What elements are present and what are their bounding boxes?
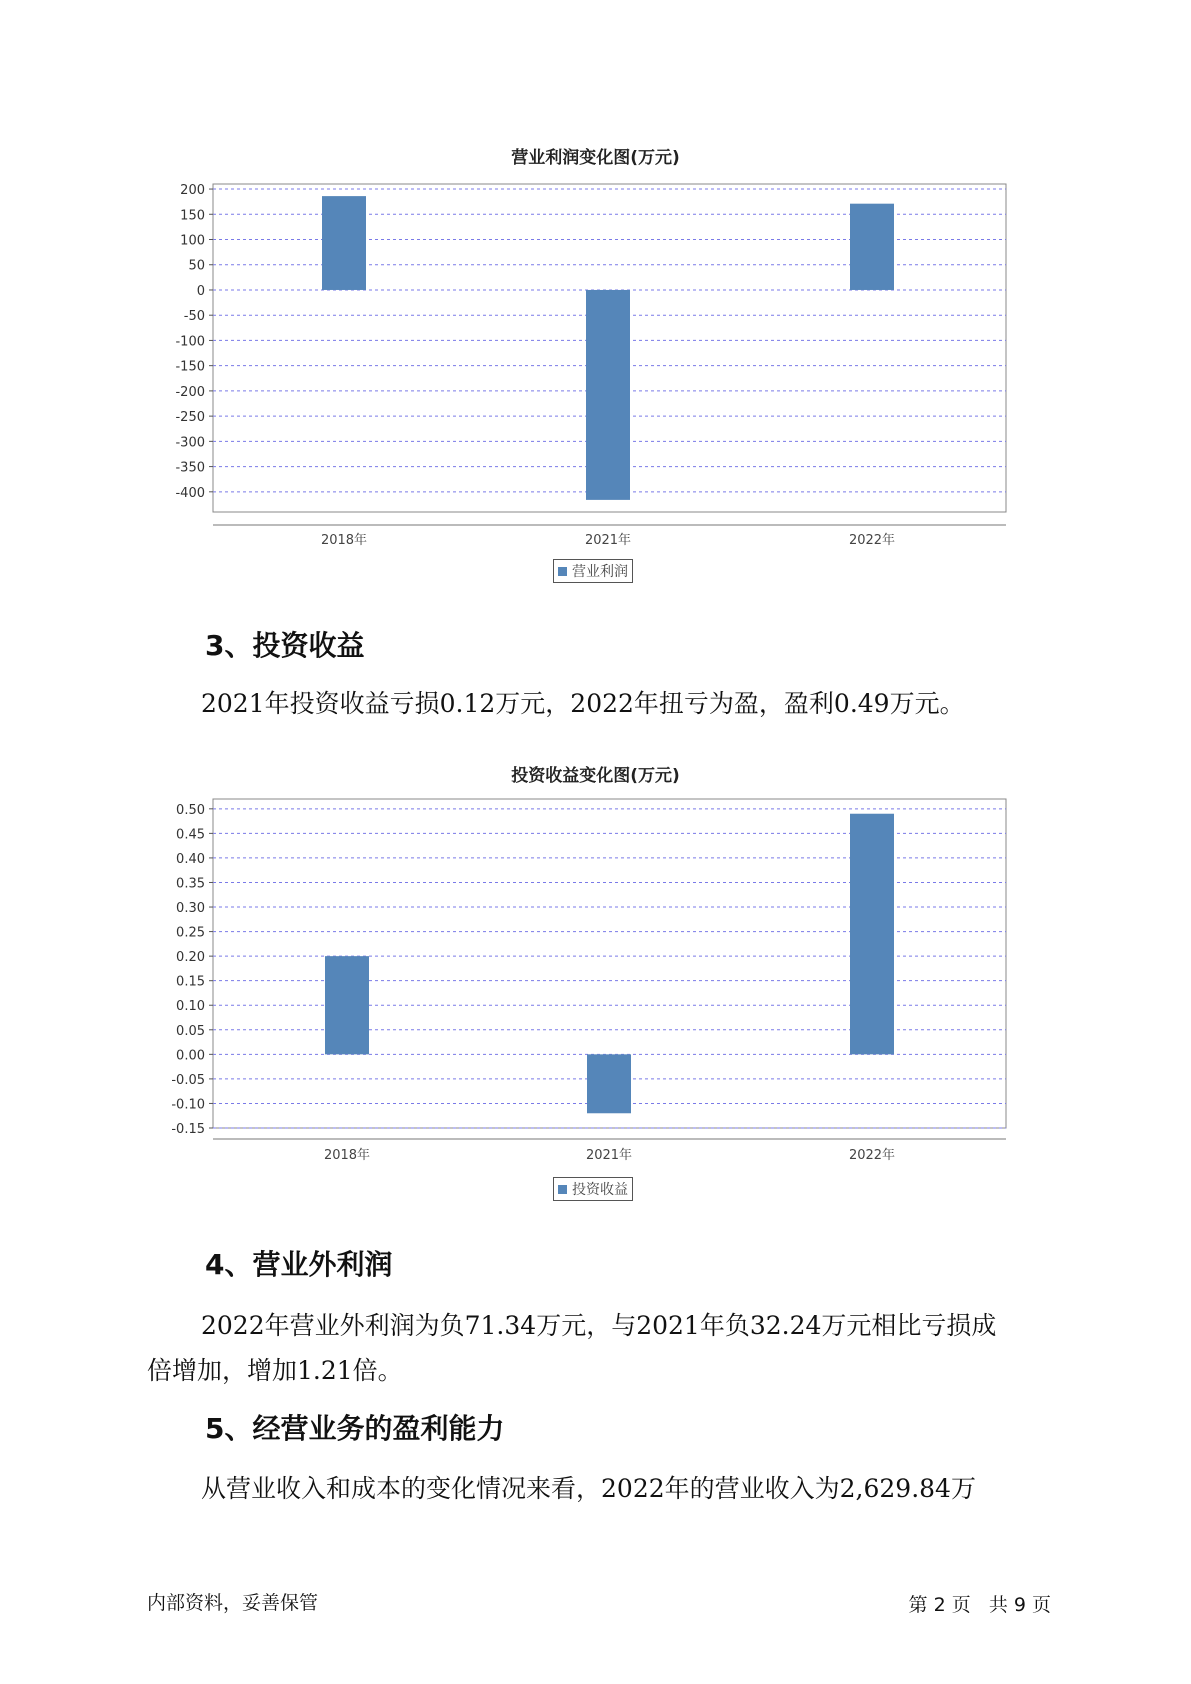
y-tick-label: 0.35 bbox=[176, 876, 205, 892]
paragraph-profitability-line1: 从营业收入和成本的变化情况来看，2022年的营业收入为2,629.84万 bbox=[201, 1474, 976, 1503]
y-tick-label: -400 bbox=[175, 485, 205, 501]
y-tick-label: 0.25 bbox=[176, 925, 205, 941]
paragraph-non-operating-line2: 倍增加，增加1.21倍。 bbox=[147, 1356, 403, 1385]
x-tick-label: 2021年 bbox=[585, 1148, 633, 1163]
y-tick-label: -50 bbox=[183, 309, 205, 325]
y-tick-label: -0.10 bbox=[171, 1097, 205, 1113]
legend-label: 投资收益 bbox=[572, 1182, 628, 1198]
y-tick-label: 150 bbox=[180, 208, 205, 224]
y-tick-label: 0.10 bbox=[176, 999, 205, 1015]
y-tick-label: 0.45 bbox=[176, 827, 205, 843]
y-tick-label: 200 bbox=[180, 183, 205, 199]
chart-legend-investment-income bbox=[553, 1177, 633, 1201]
section-heading-investment-income: 3、投资收益 bbox=[205, 629, 365, 662]
y-tick-label: 0.30 bbox=[176, 901, 205, 917]
footer-page-number: 第 2 页 共 9 页 bbox=[908, 1594, 1051, 1616]
x-tick-label: 2018年 bbox=[320, 533, 368, 548]
x-tick-label: 2018年 bbox=[323, 1148, 371, 1163]
y-tick-label: 0.20 bbox=[176, 950, 205, 966]
footer-confidential-note: 内部资料，妥善保管 bbox=[147, 1592, 319, 1614]
section-heading-non-operating-profit: 4、营业外利润 bbox=[205, 1248, 393, 1281]
y-tick-label: -350 bbox=[175, 460, 205, 476]
x-tick-label: 2021年 bbox=[584, 533, 632, 548]
y-tick-label: 0.40 bbox=[176, 851, 205, 867]
chart-title-operating-profit: 营业利润变化图(万元) bbox=[511, 148, 680, 168]
y-tick-label: -300 bbox=[175, 435, 205, 451]
paragraph-non-operating-line1: 2022年营业外利润为负71.34万元，与2021年负32.24万元相比亏损成 bbox=[201, 1311, 997, 1340]
y-tick-label: -150 bbox=[175, 359, 205, 375]
y-tick-label: -100 bbox=[175, 334, 205, 350]
bar-2022年 bbox=[850, 814, 894, 1055]
y-tick-label: 0.15 bbox=[176, 974, 205, 990]
y-tick-label: 0.05 bbox=[176, 1023, 205, 1039]
y-tick-label: 0.50 bbox=[176, 802, 205, 818]
y-tick-label: -0.15 bbox=[171, 1122, 205, 1137]
legend-label: 营业利润 bbox=[572, 564, 628, 580]
section-heading-profitability: 5、经营业务的盈利能力 bbox=[205, 1412, 505, 1445]
y-tick-label: -200 bbox=[175, 384, 205, 400]
y-tick-label: 100 bbox=[180, 233, 205, 249]
x-tick-label: 2022年 bbox=[848, 1148, 896, 1163]
x-tick-label: 2022年 bbox=[848, 533, 896, 548]
legend-swatch bbox=[558, 1185, 567, 1194]
y-tick-label: -250 bbox=[175, 410, 205, 426]
paragraph-investment-income: 2021年投资收益亏损0.12万元，2022年扭亏为盈，盈利0.49万元。 bbox=[201, 689, 965, 718]
y-tick-label: 0.00 bbox=[176, 1048, 205, 1064]
chart-title-investment-income: 投资收益变化图(万元) bbox=[511, 766, 680, 786]
bar-2018年 bbox=[325, 956, 369, 1054]
bar-2021年 bbox=[587, 1054, 631, 1113]
y-tick-label: 0 bbox=[196, 283, 205, 299]
y-tick-label: 50 bbox=[188, 258, 205, 274]
y-tick-label: -0.05 bbox=[171, 1072, 205, 1088]
